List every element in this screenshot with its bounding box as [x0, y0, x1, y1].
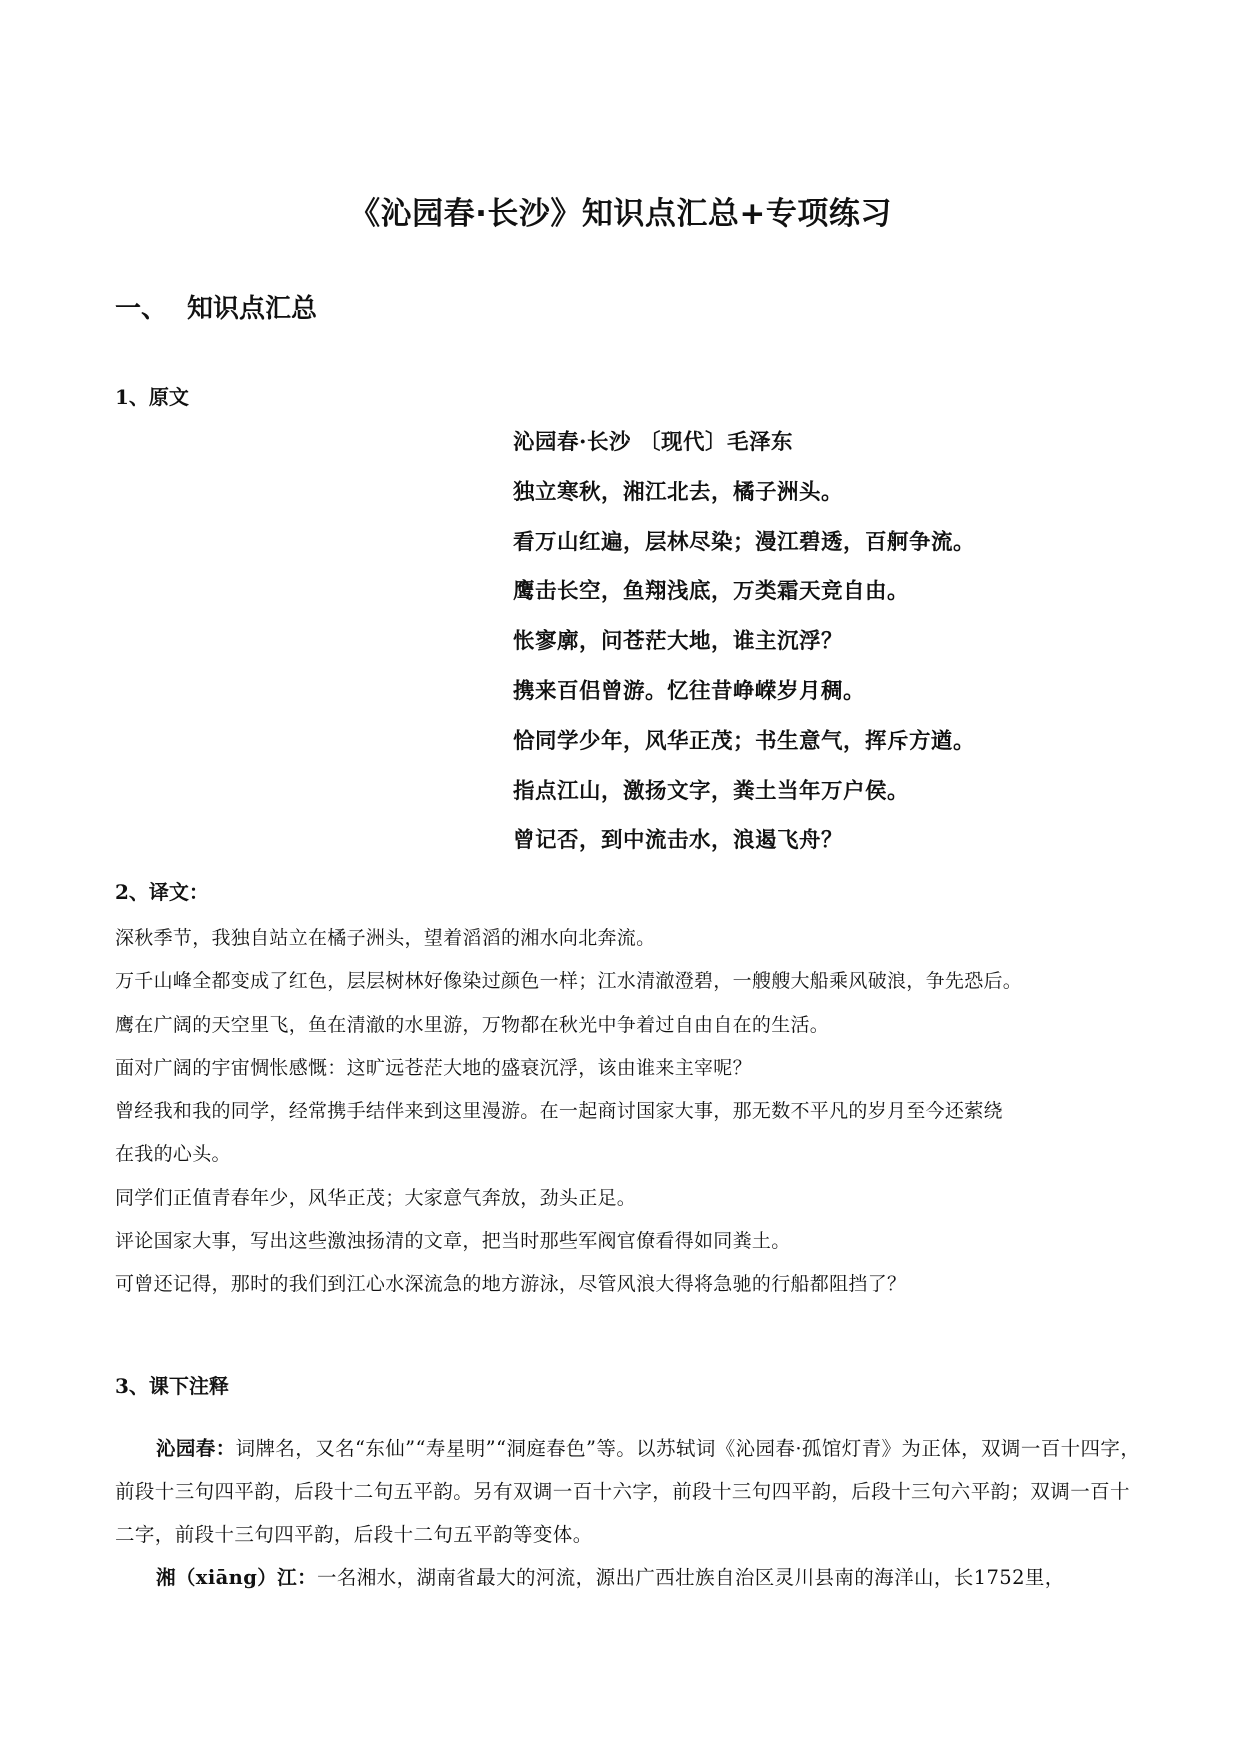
poem-line: 鹰击长空，鱼翔浅底，万类霜天竞自由。 — [513, 579, 910, 605]
poem-line: 携来百侣曾游。忆往昔峥嵘岁月稠。 — [513, 678, 866, 704]
translation-line: 深秋季节，我独自站立在橘子洲头，望着滔滔的湘水向北奔流。 — [115, 927, 656, 949]
poem-line: 看万山红遍，层林尽染；漫江碧透，百舸争流。 — [513, 529, 976, 555]
note-paragraph — [115, 1427, 1145, 1556]
translation-block — [115, 925, 1022, 1315]
section-number: 一、 — [115, 294, 168, 324]
section-heading-1 — [115, 288, 317, 325]
poem-line: 曾记否，到中流击水，浪遏飞舟？ — [513, 828, 844, 854]
note-text: 词牌名，又名“东仙”“寿星明”“洞庭春色”等。以苏轼词《沁园春·孤馆灯青》为正体，双调一百十四字，前段十三句四平韵，后段十二句五平韵。另有双调一百十六字，前段十三句四平韵，后段十三句六平韵；双调一百十二字，前段十三句四平韵，后段十二句五平韵等变体。 — [115, 1437, 1141, 1546]
translation-line: 可曾还记得，那时的我们到江心水深流急的地方游泳，尽管风浪大得将急驰的行船都阻挡了？ — [115, 1273, 907, 1296]
poem-line: 恰同学少年，风华正茂；书生意气，挥斥方遒。 — [513, 728, 976, 754]
poem-line: 指点江山，激扬文字，粪土当年万户侯。 — [513, 778, 910, 804]
translation-line: 鹰在广阔的天空里飞，鱼在清澈的水里游，万物都在秋光中争着过自由自在的生活。 — [115, 1013, 830, 1036]
subheading-notes: 3、课下注释 — [115, 1374, 229, 1398]
note-text: 一名湘水，湖南省最大的河流，源出广西壮族自治区灵川县南的海洋山，长1752里， — [316, 1566, 1065, 1589]
translation-line: 万千山峰全都变成了红色，层层树林好像染过颜色一样；江水清澈澄碧，一艘艘大船乘风破浪，争先恐后。 — [115, 970, 1023, 993]
subheading-translation: 2、译文： — [115, 880, 209, 904]
poem-title-line: 沁园春·长沙 〔现代〕毛泽东 — [513, 430, 793, 455]
translation-line: 评论国家大事，写出这些激浊扬清的文章，把当时那些军阀官僚看得如同粪土。 — [115, 1230, 791, 1253]
translation-line: 曾经我和我的同学，经常携手结伴来到这里漫游。在一起商讨国家大事，那无数不平凡的岁月至今还萦绕 — [115, 1100, 1003, 1123]
document-title: 《沁园春·长沙》知识点汇总+专项练习 — [349, 196, 892, 232]
section-title: 知识点汇总 — [187, 294, 318, 324]
translation-line: 同学们正值青春年少，风华正茂；大家意气奔放，劲头正足。 — [115, 1186, 637, 1209]
notes-block — [115, 1427, 1145, 1599]
poem-block — [513, 428, 975, 876]
note-term: 沁园春： — [156, 1437, 236, 1460]
poem-line: 怅寥廓，问苍茫大地，谁主沉浮？ — [513, 629, 844, 655]
note-term: 湘（xiāng）江： — [156, 1566, 317, 1589]
translation-line: 在我的心头。 — [115, 1143, 231, 1166]
poem-line: 独立寒秋，湘江北去，橘子洲头。 — [513, 479, 844, 505]
translation-line: 面对广阔的宇宙惆怅感慨：这旷远苍茫大地的盛衰沉浮，该由谁来主宰呢？ — [115, 1056, 752, 1079]
note-paragraph — [115, 1556, 1145, 1599]
subheading-original-text: 1、原文 — [115, 385, 189, 409]
